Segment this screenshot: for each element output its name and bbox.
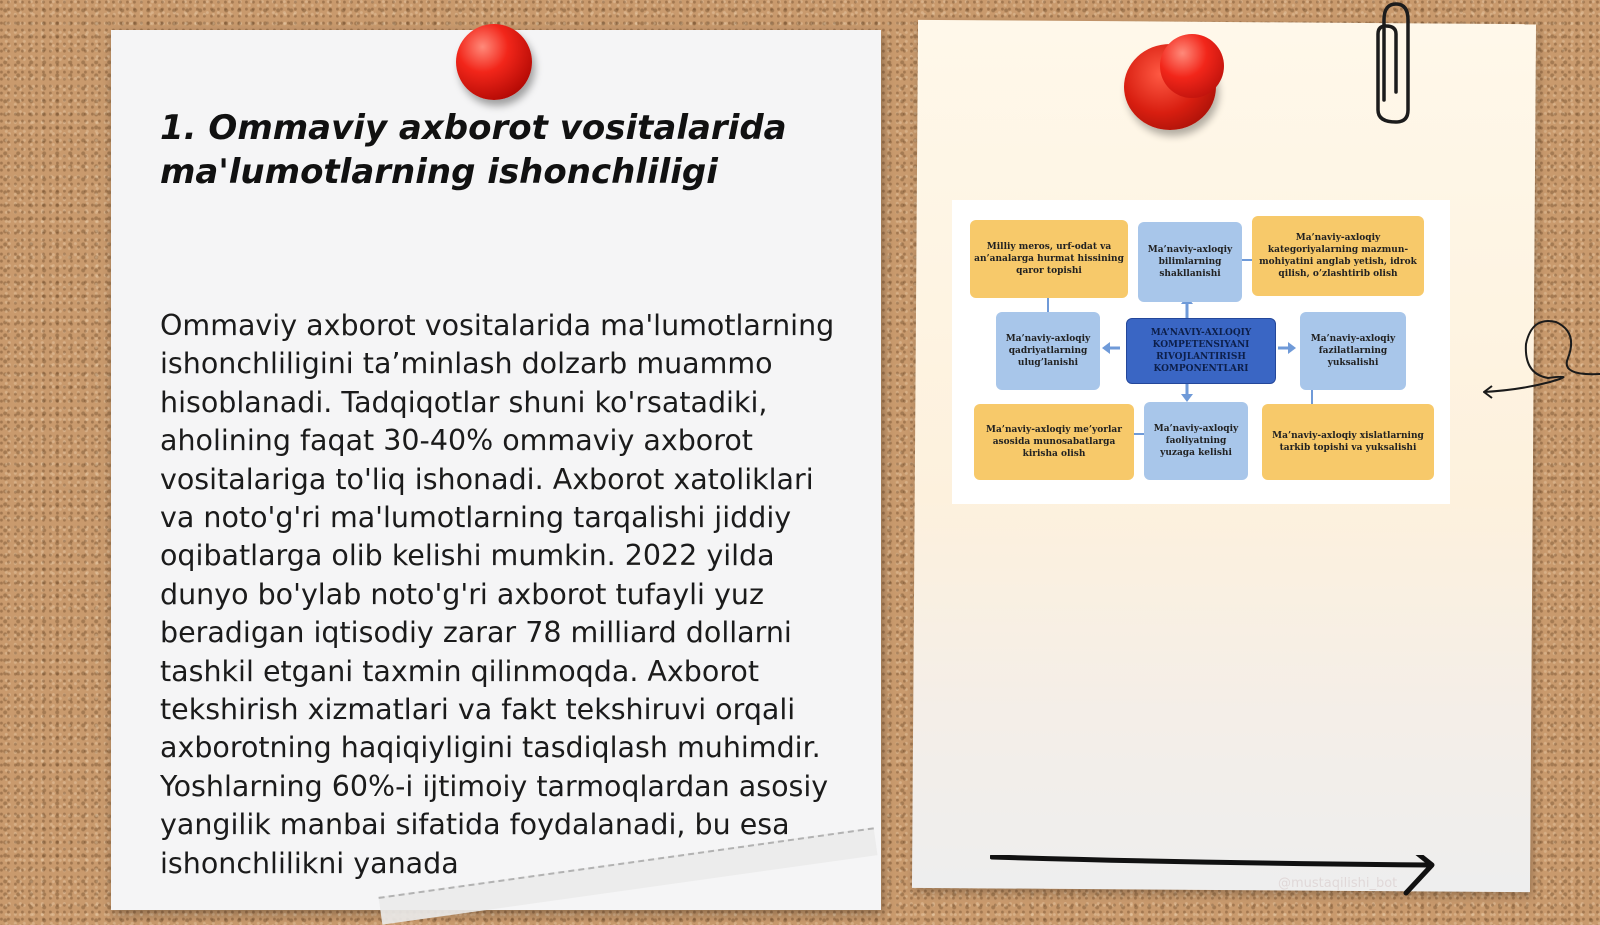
watermark-text: @mustaqilishi_bot (1278, 876, 1398, 891)
diagram-box-activity: Ma’naviy-axloqiy faoliyatning yuzaga kelishi (1144, 402, 1248, 480)
slide-title: 1. Ommaviy axborot vositalarida ma'lumotlarning ishonchliligi (160, 108, 787, 192)
diagram-box-traits: Ma’naviy-axloqiy xislatlarning tarkib topishi va yuksalishi (1262, 404, 1434, 480)
diagram-box-virtues: Ma’naviy-axloqiy fazilatlarning yuksalishi (1300, 312, 1406, 390)
diagram-box-values: Ma’naviy-axloqiy qadriyatlarning ulug’lanishi (996, 312, 1100, 390)
competency-diagram (952, 200, 1450, 504)
push-pin-icon (456, 24, 532, 100)
diagram-box-norms: Ma’naviy-axloqiy me’yorlar asosida munosabatlarga kirisha olish (974, 404, 1134, 480)
push-pin-icon (1124, 34, 1224, 130)
slide-body-text: Ommaviy axborot vositalarida ma'lumotlarning ishonchliligini ta’minlash dolzarb muammo hisoblanadi. Tadqiqotlar shuni ko'rsatadiki, aholining faqat 30-40% ommaviy axborot vositalariga to'liq ishonadi. Axborot xatoliklari va noto'g'ri ma'lumotlarning tarqalishi jiddiy oqibatlarga olib kelishi mumkin. 2022 yilda dunyo bo'ylab noto'g'ri axborot tufayli yuz beradigan iqtisodiy zarar 78 milliard dollarni tashkil etgani taxmin qilinmoqda. Axborot tekshirish xizmatlari va fakt tekshiruvi orqali axborotning haqiqiyligini tasdiqlash muhimdir. Yoshlarning 60%-i ijtimoiy tarmoqlardan asosiy yangilik manbai sifatida foydalanadi, bu esa ishonchlilikni yanada (160, 309, 835, 880)
diagram-box-heritage: Milliy meros, urf-odat va an’analarga hurmat hissining qaror topishi (970, 220, 1128, 298)
paperclip-icon (1370, 0, 1414, 126)
diagram-box-knowledge: Ma’naviy-axloqiy bilimlarning shakllanishi (1138, 222, 1242, 302)
diagram-box-center: MA’NAVIY-AXLOQIY KOMPETENSIYANI RIVOJLANTIRISH KOMPONENTLARI (1126, 318, 1276, 384)
diagram-box-categories: Ma’naviy-axloqiy kategoriyalarning mazmun-mohiyatini anglab yetish, idrok qilish, o’zlashtirib olish (1252, 216, 1424, 296)
loop-doodle-icon (1480, 312, 1600, 407)
